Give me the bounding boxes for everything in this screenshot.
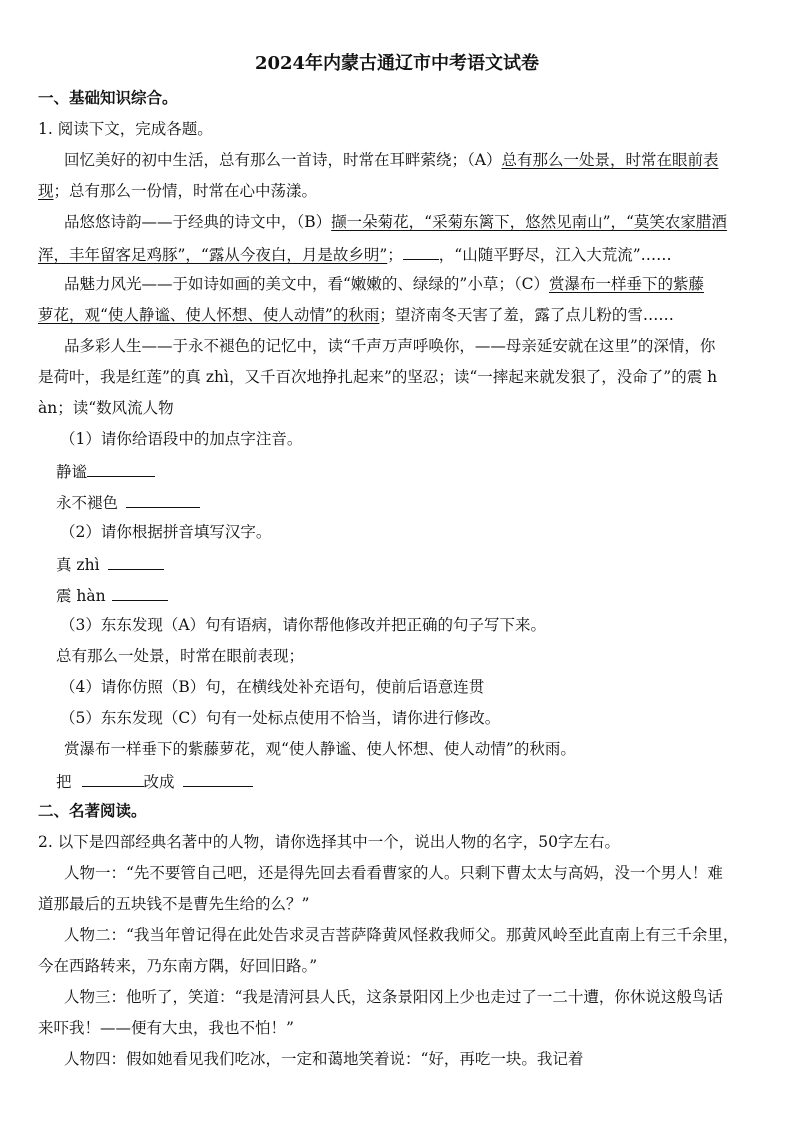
answer-line-tuise <box>56 491 200 513</box>
sub-question-2: （2）请你根据拼音填写汉字。 <box>60 523 272 541</box>
sub-question-3: （3）东东发现（A）句有语病，请你帮他修改并把正确的句子写下来。 <box>60 616 547 634</box>
text: 品悠悠诗韵——于经典的诗文中，（B） <box>64 213 332 231</box>
answer-blank-original[interactable] <box>82 770 144 787</box>
paragraph-3-line-1 <box>64 274 704 294</box>
role-4-line-1: 人物四：假如她看见我们吃冰，一定和蔼地笑着说：“好，再吃一块。我记着 <box>64 1050 584 1068</box>
label: 震 hàn <box>56 587 106 605</box>
section1-heading: 一、基础知识综合。 <box>38 88 178 107</box>
sub-question-1: （1）请你给语段中的加点字注音。 <box>60 430 303 448</box>
sub-question-5: （5）东东发现（C）句有一处标点使用不恰当，请你进行修改。 <box>60 709 501 727</box>
text: ，“山随平野尽，江入大荒流”…… <box>438 246 672 264</box>
label: 静谧 <box>56 463 88 481</box>
page-title: 2024年内蒙古通辽市中考语文试卷 <box>254 53 540 74</box>
label-ba: 把 <box>56 773 72 791</box>
paragraph-3-line-2 <box>38 305 674 325</box>
label: 真 zhì <box>56 556 100 574</box>
underlined-sentence-c: 赏瀑布一样垂下的紫藤 <box>548 275 704 293</box>
section2-heading: 二、名著阅读。 <box>38 801 147 820</box>
answer-blank[interactable] <box>87 460 155 477</box>
q1-stem: 1. 阅读下文，完成各题。 <box>38 120 213 138</box>
role-2-line-1: 人物二：“我当年曾记得在此处告求灵吉菩萨降黄风怪救我师父。那黄风岭至此直南上有三千余里， <box>64 926 739 944</box>
paragraph-4-line-2: 是荷叶，我是红莲”的真 zhì，又千百次地挣扎起来”的坚忍；读“一摔起来就发狠了，没命了”的震 h <box>38 368 718 386</box>
paragraph-2-line-2 <box>38 243 672 265</box>
paragraph-1-line-2 <box>38 181 317 201</box>
paragraph-1-line-1 <box>64 150 718 170</box>
answer-line-han <box>56 584 168 606</box>
text: ；望济南冬天害了羞，露了点儿粉的雪…… <box>379 306 674 324</box>
answer-line-jingmi <box>56 460 155 482</box>
answer-line-zhi <box>56 553 164 575</box>
underlined-sentence-a-end: 现 <box>38 182 54 200</box>
answer-blank[interactable] <box>126 491 200 508</box>
paragraph-4-line-1: 品多彩人生——于永不褪色的记忆中，读“千声万声呼唤你，——母亲延安就在这里”的深情，你 <box>64 337 716 355</box>
label: 永不褪色 <box>56 494 119 512</box>
text: ；总有那么一份情，时常在心中荡漾。 <box>53 182 318 200</box>
role-3-line-1: 人物三：他听了，笑道：“我是清河县人氏，这条景阳冈上少也走过了一二十遭，你休说这般鸟话 <box>64 988 723 1006</box>
text: 回忆美好的初中生活，总有那么一首诗，时常在耳畔萦绕；（A） <box>64 151 502 169</box>
role-1-line-1: 人物一：“先不要管自己吧，还是得先回去看看曹家的人。只剩下曹太太与高妈，没一个男人！难 <box>64 864 723 882</box>
answer-blank[interactable] <box>108 553 164 570</box>
underlined-sentence-b-end: 浑，丰年留客足鸡豚”，“露从今夜白，月是故乡明” <box>38 246 388 264</box>
answer-blank-correction[interactable] <box>183 770 253 787</box>
text: 品魅力风光——于如诗如画的美文中，看“嫩嫩的、绿绿的”小草；（C） <box>64 275 549 293</box>
paragraph-2-line-1 <box>64 212 727 232</box>
underlined-sentence-a: 总有那么一处景，时常在眼前表 <box>501 151 719 169</box>
sub-question-4: （4）请你仿照（B）句，在横线处补充语句，使前后语意连贯 <box>60 678 485 696</box>
fill-blank-b[interactable] <box>403 243 439 260</box>
underlined-sentence-c-end: 萝花，观“使人静谧、使人怀想、使人动情”的秋雨 <box>38 306 380 324</box>
role-2-line-2: 今在西路转来，乃东南方隅，好回旧路。” <box>38 957 318 975</box>
sub-question-5-sentence: 赏瀑布一样垂下的紫藤萝花，观“使人静谧、使人怀想、使人动情”的秋雨。 <box>64 740 576 758</box>
answer-blank[interactable] <box>112 584 168 601</box>
sub-question-5-answer <box>56 770 253 792</box>
role-3-line-2: 来吓我！——便有大虫，我也不怕！” <box>38 1019 294 1037</box>
label-gaicheng: 改成 <box>143 773 175 791</box>
underlined-sentence-b: 撷一朵菊花，“采菊东篱下，悠然见南山”，“莫笑农家腊酒 <box>331 213 727 231</box>
text: ； <box>387 246 403 264</box>
q2-stem: 2. 以下是四部经典名著中的人物，请你选择其中一个，说出人物的名字，50字左右。 <box>38 833 620 851</box>
paragraph-4-line-3: àn；读“数风流人物 <box>38 399 174 417</box>
role-1-line-2: 道那最后的五块钱不是曹先生给的么？” <box>38 895 310 913</box>
sub-question-3-sentence: 总有那么一处景，时常在眼前表现； <box>56 647 305 665</box>
